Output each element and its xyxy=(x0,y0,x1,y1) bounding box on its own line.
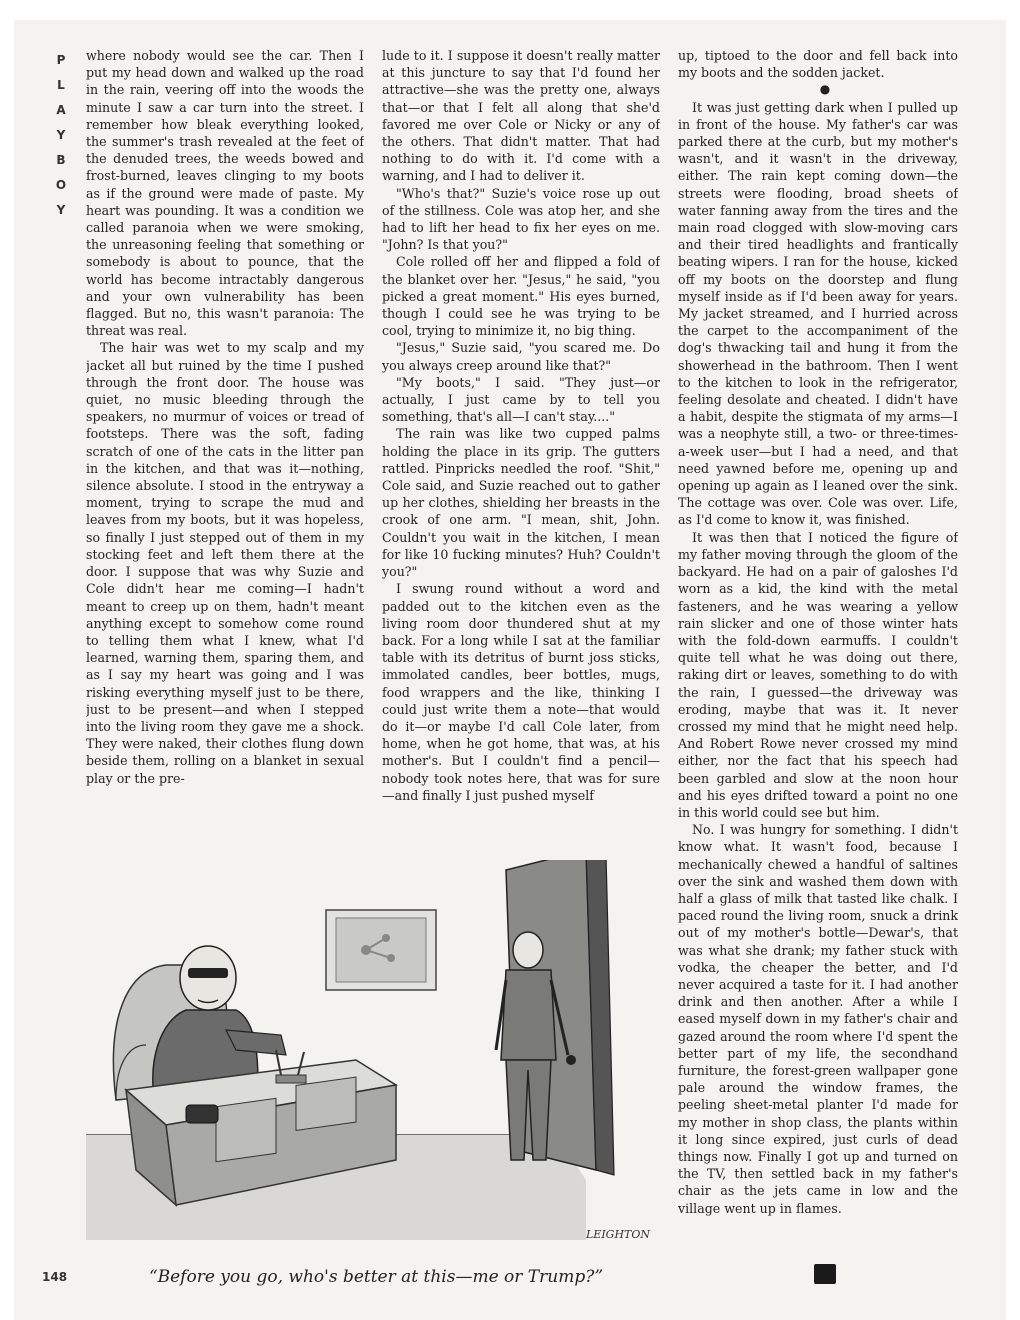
masthead-vertical xyxy=(52,48,70,223)
cartoonist-signature: LEIGHTON xyxy=(586,1228,651,1241)
masthead-letter: L xyxy=(57,78,65,92)
text-column-3 xyxy=(678,47,958,1277)
wall-painting xyxy=(326,910,436,990)
masthead-letter: A xyxy=(56,103,66,117)
playboy-bunny-icon xyxy=(814,1264,836,1284)
paragraph: The hair was wet to my scalp and my jacket all but ruined by the time I pushed through the front door. The house was quiet, no music bleeding through the speakers, no murmur of voices or tread of footsteps. There was the soft, fading scratch of one of the cats in the litter pan in the kitchen, and that was it—nothing, silence absolute. I stood in the entryway a moment, trying to scrape the mud and leaves from my boots, but it was hopeless, so finally I just stepped out of them in my stocking feet and left them there at the door. I suppose that was why Suzie and Cole didn't hear me coming—I hadn't meant to creep up on them, hadn't meant anything except to somehow come round to telling them what I knew, what I'd learned, warning them, sparing them, and as I say my heart was going and I was risking everything myself just to be there, just to be present—and when I stepped into the living room they gave me a shock. They were naked, their clothes flung down beside them, rolling on a blanket in sexual play or the pre- xyxy=(86,340,364,786)
cartoon-illustration xyxy=(86,860,666,1260)
masthead-letter: O xyxy=(55,178,67,192)
masthead-letter: B xyxy=(56,153,66,167)
paragraph: No. I was hungry for something. I didn't know what. It wasn't food, because I mechanically chewed a handful of saltines over the sink and washed them down with half a glass of milk that tasted like chalk. I paced round the living room, snuck a drink out of my mother's bottle—Dewar's, that was what she drank; my father stuck with vodka, the cheaper the better, and I'd never acquired a taste for it. I had another drink and then another. After a while I eased myself down in my father's chair and gazed around the room where I'd spent the better part of my life, the secondhand furniture, the forest-green wallpaper gone pale around the window frames, the peeling sheet-metal planter I'd made for my mother in shop class, the plants within it long since expired, just curls of dead things now. Finally I got up and turned on the TV, then settled back in my father's chair as the jets came in low and the village went up in flames. xyxy=(678,822,958,1216)
magazine-page xyxy=(14,20,1006,1320)
cartoon-caption: “Before you go, who's better at this—me or Trump?” xyxy=(148,1267,604,1287)
section-break-bullet: ● xyxy=(819,82,831,97)
paragraph: lude to it. I suppose it doesn't really matter at this juncture to say that I'd found her attractive—she was the pretty one, always that—or that I felt all along that she'd favored me over Cole or Nicky or any of the others. That didn't matter. That had nothing to do with it. I'd come with a warning, and I had to deliver it. xyxy=(382,48,660,184)
column-3-continuation: up, tiptoed to the door and fell back into my boots and the sodden jacket. xyxy=(678,48,958,81)
paragraph: where nobody would see the car. Then I put my head down and walked up the road in the rain, veering off into the woods the minute I saw a car turn into the street. I remember how bleak everything looked, the summer's trash revealed at the feet of the denuded trees, the weeds bowed and frost-burned, leaves clinging to my boots as if the ground were made of paste. My heart was pounding. It was a condition we called paranoia when we were smoking, the unreasoning feeling that something or somebody is about to pounce, that the world has become intractably dangerous and your own vulnerability has been flagged. But no, this wasn't paranoia: The threat was real. xyxy=(86,48,364,339)
paragraph: I swung round without a word and padded out to the kitchen even as the living room door thundered shut at my back. For a long while I sat at the familiar table with its detritus of burnt joss sticks, immolated candles, beer bottles, mugs, food wrappers and the like, thinking I could just write them a note—that would do it—or maybe I'd call Cole later, from home, when he got home, that was, at his mother's. But I couldn't find a pencil—nobody took notes here, that was for sure—and finally I just pushed myself xyxy=(382,581,660,803)
paragraph: The rain was like two cupped palms holding the place in its grip. The gutters rattled. Pinpricks needled the roof. "Shit," Cole said, and Suzie reached out to gather up her clothes, shielding her breasts in the crook of one arm. "I mean, shit, John. Couldn't you wait in the kitchen, I mean for like 10 fucking minutes? Huh? Couldn't you?" xyxy=(382,426,660,580)
paragraph: It was just getting dark when I pulled up in front of the house. My father's car was parked there at the curb, but my mother's wasn't, and it wasn't in the driveway, either. The rain kept coming down—the streets were flooding, broad sheets of water fanning away from the tires and the main road clogged with slow-moving cars and their tired headlights and frantically beating wipers. I ran for the house, kicked off my boots on the doorstep and flung myself inside as if I'd been away for years. My jacket streamed, and I hurried across the carpet to the accompaniment of the dog's thwacking tail and hung it from the showerhead in the bathroom. Then I went to the kitchen to look in the refrigerator, feeling desolate and cheated. I didn't have a habit, despite the stigmata of my arms—I was a neophyte still, a two- or three-times-a-week user—but I had a need, and that need yawned before me, opening up and opening up again as I leaned over the sink. The cottage was over. Cole was over. Life, as I'd come to know it, was finished. xyxy=(678,99,958,528)
text-column-1 xyxy=(86,47,364,847)
masthead-letter: P xyxy=(56,53,66,67)
paragraph: It was then that I noticed the figure of my father moving through the gloom of the backyard. He had on a pair of galoshes I'd worn as a kid, the kind with the metal fasteners, and he was wearing a yellow rain slicker and one of those winter hats with the fold-down earmuffs. I couldn't quite tell what he was doing out there, raking dirt or leaves, something to do with the rain, I guessed—the driveway was eroding, maybe that was it. It never crossed my mind that he might need help. And Robert Rowe never crossed my mind either, nor the fact that his speech had been garbled and slow at the noon hour and his eyes drifted toward a point no one in this world could see but him. xyxy=(678,529,958,820)
paragraph: Cole rolled off her and flipped a fold of the blanket over her. "Jesus," he said, "you picked a great moment." His eyes burned, though I could see he was trying to be cool, trying to minimize it, no big thing. xyxy=(382,254,660,339)
paragraph: "Jesus," Suzie said, "you scared me. Do you always creep around like that?" xyxy=(382,340,660,373)
masthead-letter: Y xyxy=(56,128,66,142)
text-column-2 xyxy=(382,47,660,847)
page-number: 148 xyxy=(42,1270,68,1284)
paragraph: "My boots," I said. "They just—or actually, I just came by to tell you something, that's all—I can't stay...." xyxy=(382,374,660,425)
masthead-letter: Y xyxy=(56,203,66,217)
paragraph: "Who's that?" Suzie's voice rose up out of the stillness. Cole was atop her, and she had to lift her head to fix her eyes on me. "John? Is that you?" xyxy=(382,185,660,253)
